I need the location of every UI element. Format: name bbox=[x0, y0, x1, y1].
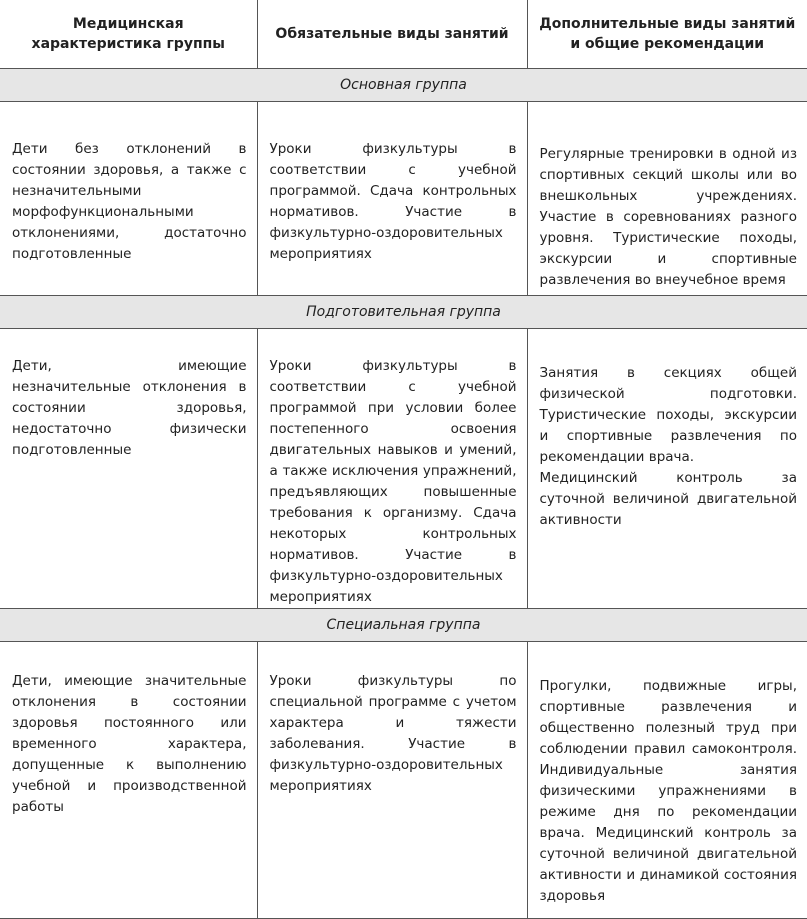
preparatory-group-additional-paragraph: Занятия в секциях общей физической подготовки. Туристические походы, экскурсии и спортивные развлечения по рекомендации врача. bbox=[539, 364, 797, 465]
table-header-row bbox=[0, 0, 807, 68]
main-group-additional-paragraph: Регулярные тренировки в одной из спортивных секций школы или во внешкольных учреждениях. Участие в соревнованиях разного уровня. Туристические походы, экскурсии и спортивные развлечения во внеучебное время bbox=[539, 145, 797, 288]
group-title-preparatory: Подготовительная группа bbox=[0, 295, 807, 328]
header-mandatory-activities: Обязательные виды занятий bbox=[257, 0, 527, 68]
preparatory-group-characteristic: Дети, имеющие незначительные отклонения в состоянии здоровья, недостаточно физически подготовленные bbox=[0, 328, 257, 608]
main-group-characteristic: Дети без отклонений в состоянии здоровья, а также с незначительными морфофункциональными отклонениями, достаточно подготовленные bbox=[0, 101, 257, 295]
group-title-row bbox=[0, 68, 807, 101]
special-group-characteristic: Дети, имеющие значительные отклонения в состоянии здоровья постоянного или временного характера, допущенные к выполнению учебной и производственной работы bbox=[0, 641, 257, 918]
table-row bbox=[0, 101, 807, 295]
group-title-special: Специальная группа bbox=[0, 608, 807, 641]
header-medical-characteristic: Медицинская характеристика группы bbox=[0, 0, 257, 68]
preparatory-group-additional bbox=[527, 328, 807, 608]
main-group-mandatory: Уроки физкультуры в соответствии с учебной программой. Сдача контрольных нормативов. Участие в физкультурно-оздоровительных мероприятиях bbox=[257, 101, 527, 295]
header-additional-activities: Дополнительные виды занятий и общие рекомендации bbox=[527, 0, 807, 68]
special-group-mandatory: Уроки физкультуры по специальной программе с учетом характера и тяжести заболевания. Участие в физкультурно-оздоровительных мероприятиях bbox=[257, 641, 527, 918]
preparatory-group-mandatory: Уроки физкультуры в соответствии с учебной программой при условии более постепенного освоения двигательных навыков и умений, а также исключения упражнений, предъявляющих повышенные требования к организму. Сдача некоторых контрольных нормативов. Участие в физкультурно-оздоровительных мероприятиях bbox=[257, 328, 527, 608]
table-row bbox=[0, 641, 807, 918]
main-group-additional bbox=[527, 101, 807, 295]
special-group-additional-paragraph: Прогулки, подвижные игры, спортивные развлечения и общественно полезный труд при соблюдении правил самоконтроля. Индивидуальные занятия физическими упражнениями в режиме дня по рекомендации врача. Медицинский контроль за суточной величиной двигательной активности и динамикой состояния здоровья bbox=[539, 677, 797, 904]
group-title-row bbox=[0, 295, 807, 328]
group-title-row bbox=[0, 608, 807, 641]
table-row bbox=[0, 328, 807, 608]
group-title-main: Основная группа bbox=[0, 68, 807, 101]
preparatory-group-additional-paragraph: Медицинский контроль за суточной величиной двигательной активности bbox=[539, 469, 797, 528]
special-group-additional bbox=[527, 641, 807, 918]
